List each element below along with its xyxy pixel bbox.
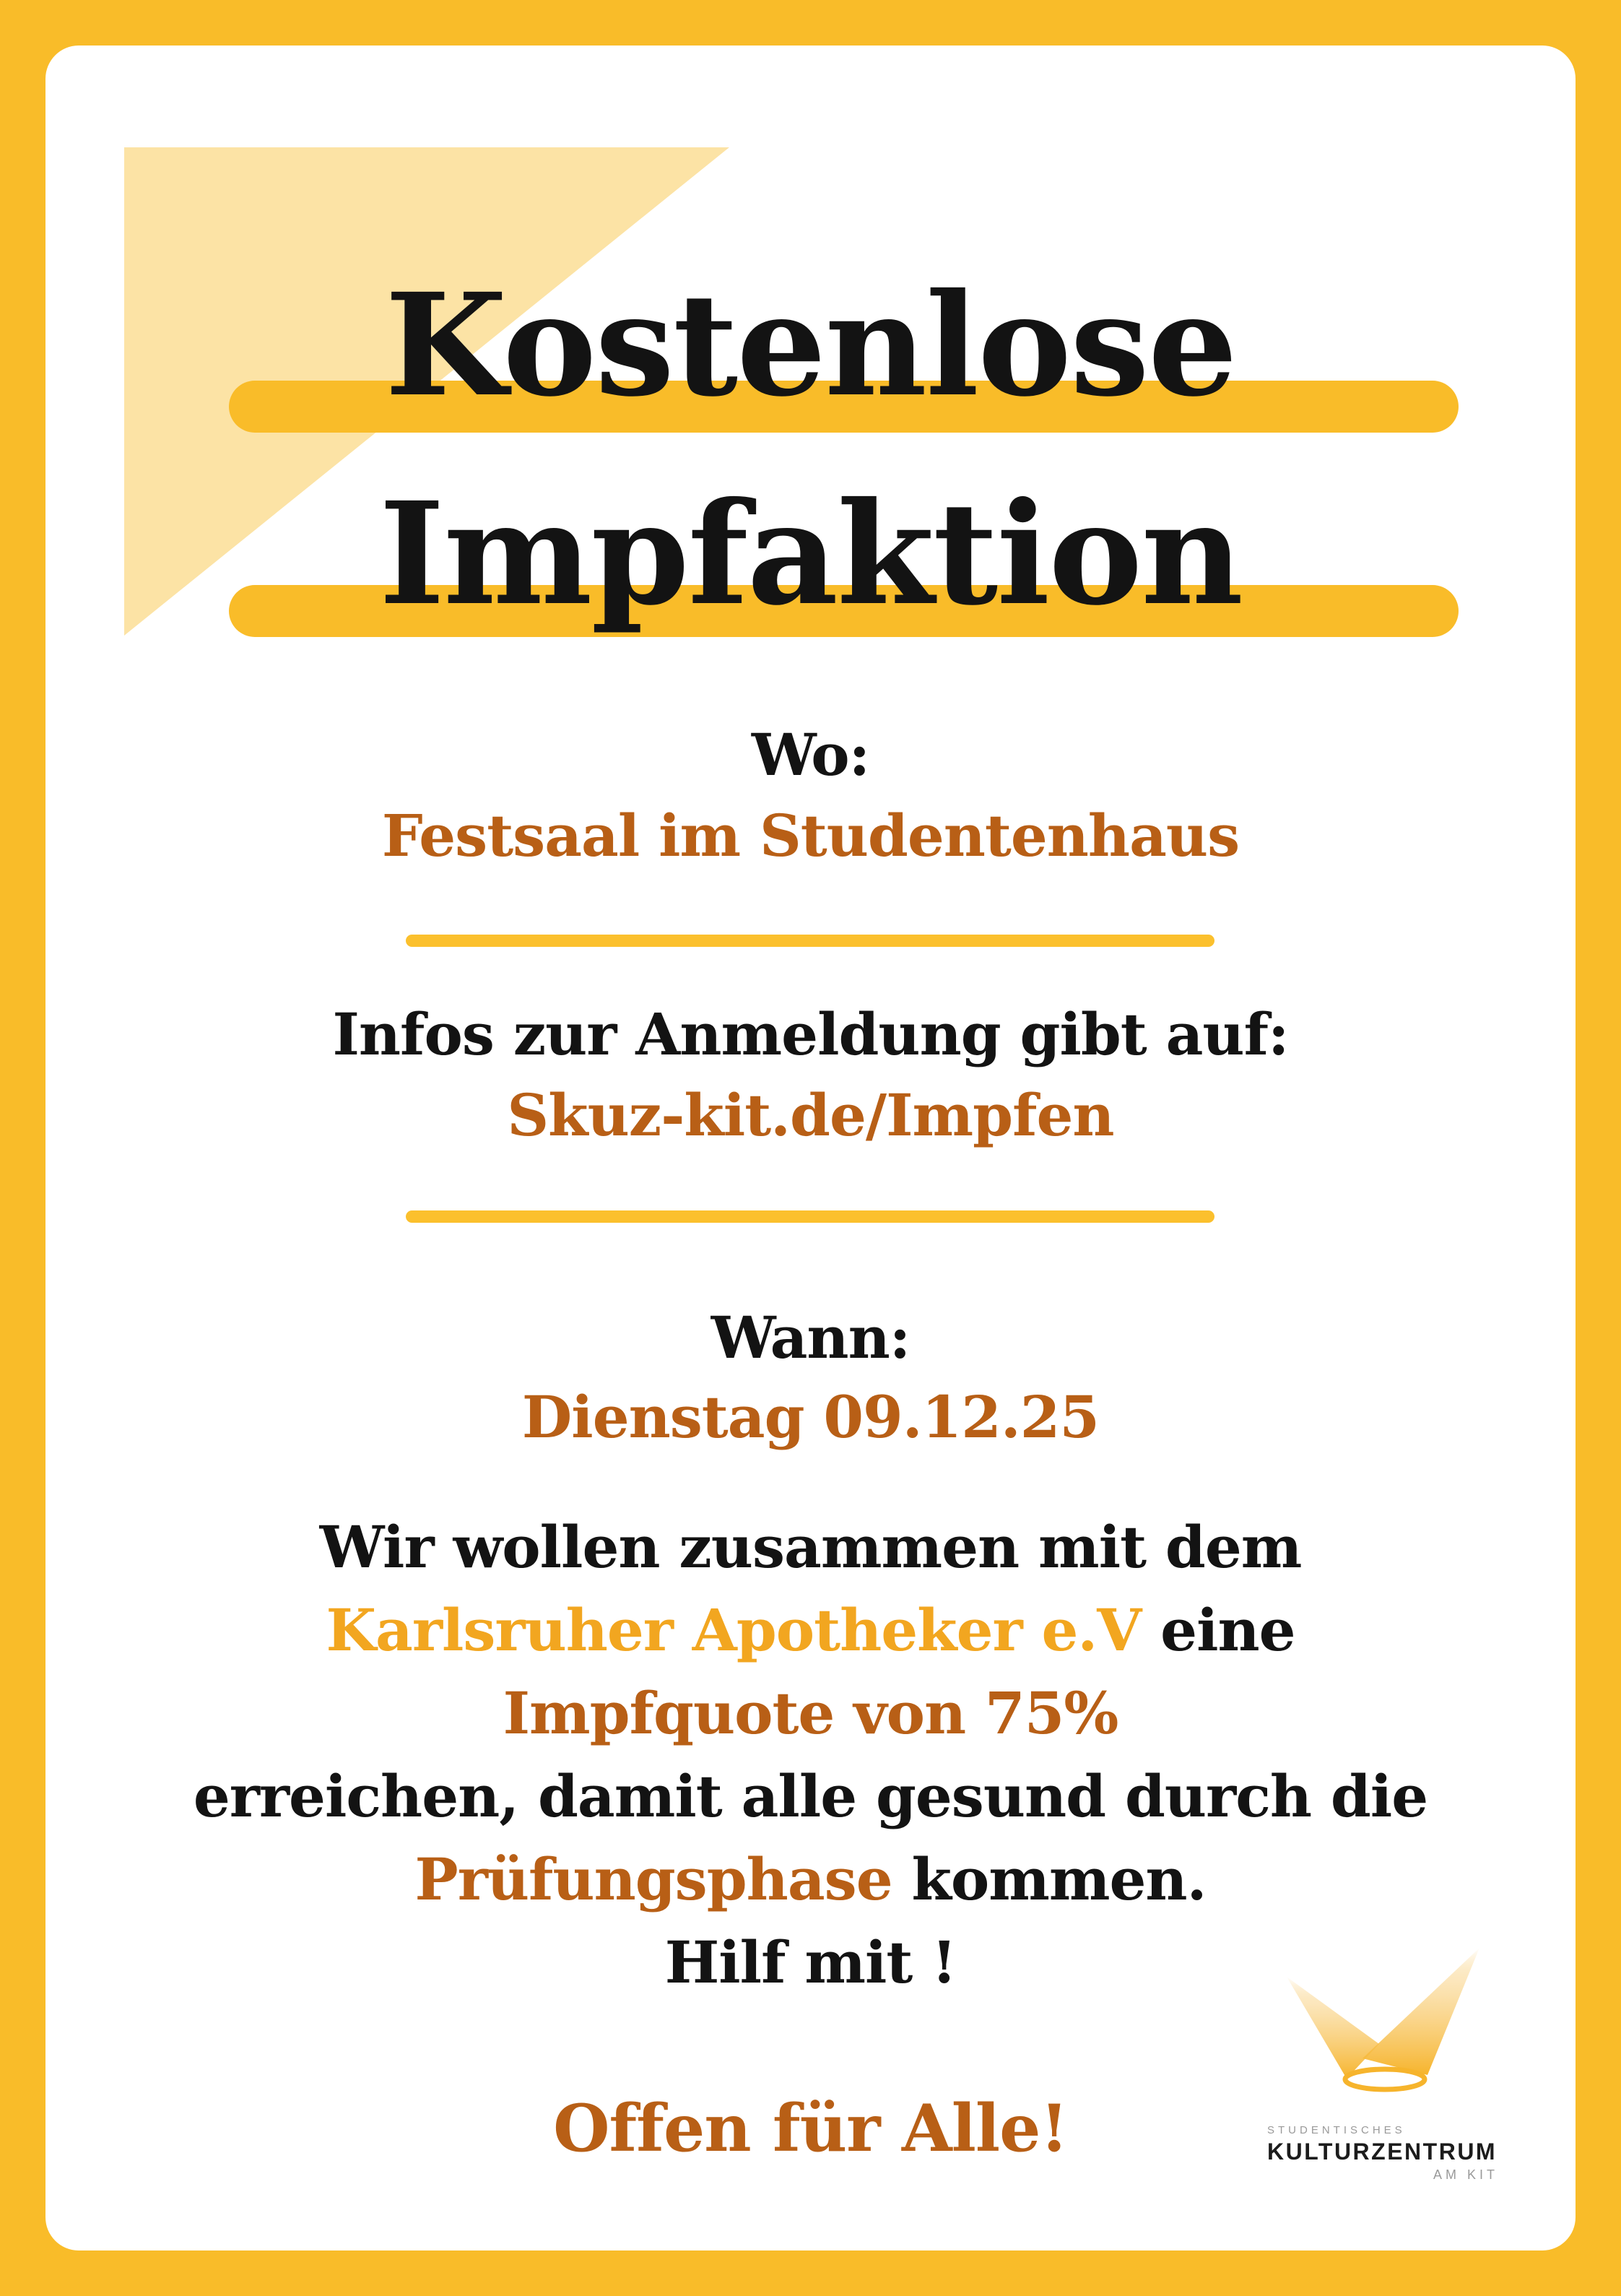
- where-label: Wo:: [751, 721, 870, 789]
- campaign-paragraph: [0, 1506, 1621, 2004]
- paragraph-line-1-text: Wir wollen zusammen mit dem: [319, 1513, 1302, 1581]
- paragraph-line-4-text: erreichen, damit alle gesund durch die: [193, 1762, 1428, 1830]
- where-value: Festsaal im Studentenhaus: [381, 802, 1240, 870]
- help-call-text: Hilf mit !: [664, 1928, 957, 1996]
- left-beam: [1287, 1977, 1379, 2079]
- exam-phase-highlight: Prüfungsphase: [414, 1845, 892, 1913]
- paragraph-line-5-rest: kommen.: [892, 1845, 1207, 1913]
- divider-line-2: [406, 1210, 1214, 1223]
- spotlight-logo-icon: [1278, 1936, 1498, 2094]
- logo-text-kulturzentrum: KULTURZENTRUM: [1267, 2139, 1498, 2165]
- when-value: Dienstag 09.12.25: [521, 1383, 1100, 1451]
- spotlight-ring: [1345, 2069, 1425, 2089]
- right-beam: [1363, 1948, 1479, 2075]
- paragraph-line-3: [0, 1672, 1621, 1755]
- vaccination-rate-highlight: Impfquote von 75%: [503, 1679, 1118, 1747]
- logo-text-studentisches: STUDENTISCHES: [1267, 2124, 1406, 2136]
- registration-info-label: Infos zur Anmeldung gibt auf:: [332, 1000, 1289, 1068]
- paragraph-line-2: [0, 1589, 1621, 1672]
- partner-name-highlight: Karlsruher Apotheker e.V: [326, 1596, 1142, 1664]
- paragraph-line-1: [0, 1506, 1621, 1589]
- logo-text-am-kit: AM KIT: [1433, 2167, 1498, 2182]
- when-label: Wann:: [710, 1304, 911, 1372]
- paragraph-line-5: [0, 1838, 1621, 1921]
- poster-title-line1: Kostenlose: [385, 262, 1236, 428]
- poster-title-line2: Impfaktion: [378, 471, 1243, 636]
- paragraph-line-2-rest: eine: [1141, 1596, 1295, 1664]
- paragraph-line-4: [0, 1755, 1621, 1838]
- divider-line-1: [406, 935, 1214, 947]
- registration-url-text: Skuz-kit.de/Impfen: [507, 1081, 1114, 1149]
- open-for-all-text: Offen für Alle!: [553, 2090, 1068, 2167]
